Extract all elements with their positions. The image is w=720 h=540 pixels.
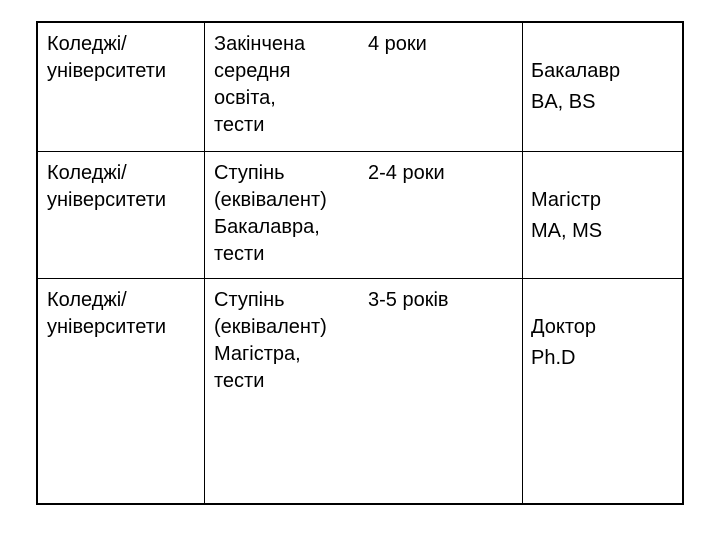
requirement-cell: Ступінь (еквівалент) Магістра, тести: [214, 289, 327, 392]
degree-cell: [531, 287, 681, 399]
degree-name: Доктор: [531, 316, 597, 338]
degree-name: Магістр: [531, 189, 602, 211]
degree-cell: [531, 160, 681, 272]
requirement-cell: Закінчена середня освіта, тести: [214, 33, 306, 136]
institution-cell: Коледжі/ університети: [47, 289, 167, 338]
degree-abbreviation: BA, BS: [531, 91, 596, 113]
degree-name: Бакалавр: [531, 60, 621, 82]
duration-cell: 2-4 роки: [368, 162, 445, 184]
duration-cell: 3-5 років: [368, 289, 449, 311]
institution-cell: Коледжі/ університети: [47, 162, 167, 211]
table-row: [38, 152, 682, 279]
table-row: [38, 279, 682, 503]
institution-cell: Коледжі/ університети: [47, 33, 167, 82]
education-table: [36, 21, 684, 505]
requirement-cell: Ступінь (еквівалент) Бакалавра, тести: [214, 162, 327, 265]
degree-abbreviation: MA, MS: [531, 220, 603, 242]
degree-abbreviation: Ph.D: [531, 347, 576, 369]
degree-cell: [531, 31, 681, 143]
table-row: [38, 23, 682, 152]
duration-cell: 4 роки: [368, 33, 427, 55]
